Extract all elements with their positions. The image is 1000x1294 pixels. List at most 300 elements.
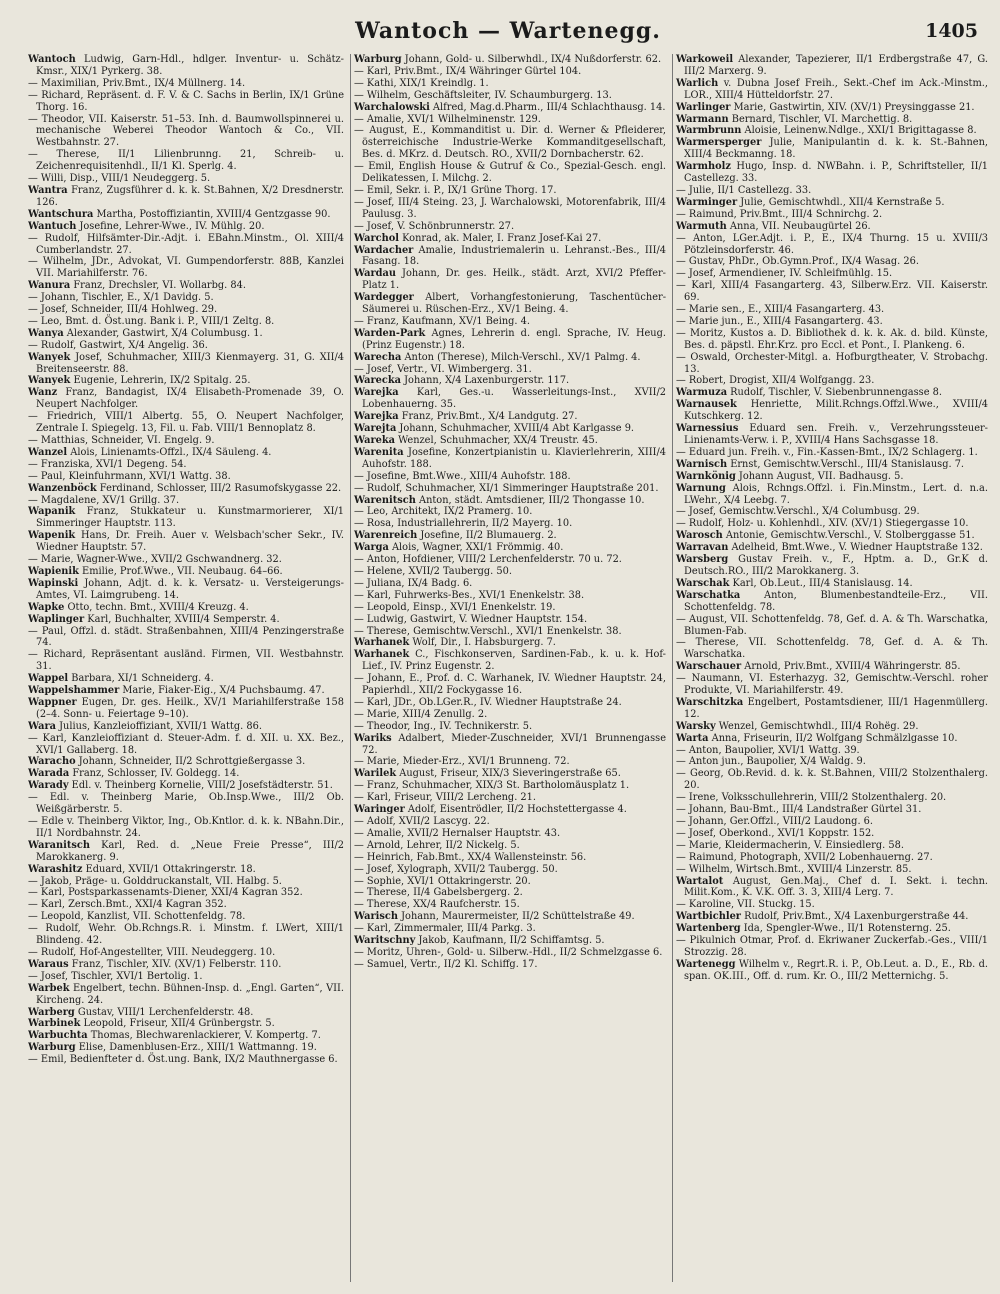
entry-surname: Warnkönig xyxy=(676,470,736,482)
entry-details: Marie, Fiaker-Eig., X/4 Puchsbaumg. 47. xyxy=(119,685,325,697)
entry-details: Anna, VII. Neubaugürtel 26. xyxy=(726,220,871,232)
directory-entry xyxy=(676,161,988,185)
entry-details: Alois, Rchngs.Offzl. i. Fin.Minstm., Lert. d. n.a. LWehr., X/4 Leebg. 7. xyxy=(684,482,988,506)
entry-details: — Edl. v. Theinberg Marie, Ob.Insp.Wwe., III/2 Ob. Weißgärberstr. 5. xyxy=(28,792,344,816)
entry-surname: Wardau xyxy=(354,268,396,280)
directory-entry xyxy=(676,114,988,126)
directory-entry xyxy=(28,316,344,328)
directory-entry xyxy=(676,745,988,757)
entry-details: — Marie, Wagner-Wwe., XVII/2 Gschwandnerg. 32. xyxy=(28,554,282,566)
directory-entry xyxy=(354,102,666,114)
directory-entry xyxy=(676,673,988,697)
entry-details: — Karl, Zersch.Bmt., XXI/4 Kagran 352. xyxy=(28,899,227,911)
directory-entry xyxy=(354,364,666,376)
entry-surname: Wardegger xyxy=(354,292,414,304)
entry-details: Emilie, Prof.Wwe., VII. Neubaug. 64–66. xyxy=(78,565,283,577)
directory-entry xyxy=(676,828,988,840)
directory-entry xyxy=(28,387,344,411)
directory-entry xyxy=(354,447,666,471)
directory-entry xyxy=(354,221,666,233)
entry-details: August, Friseur, XIX/3 Sieveringerstraße 65. xyxy=(396,768,621,780)
entry-details: — Leopold, Einsp., XVI/1 Enenkelstr. 19. xyxy=(354,601,556,613)
directory-entry xyxy=(28,756,344,768)
directory-entry xyxy=(676,840,988,852)
entry-details: — Ludwig, Gastwirt, V. Wiedner Hauptstr. 154. xyxy=(354,613,588,625)
entry-details: Adalbert, Mieder-Zuschneider, XVI/1 Brunnengasse 72. xyxy=(362,732,666,756)
directory-entry xyxy=(676,137,988,161)
entry-surname: Warashitz xyxy=(28,863,83,875)
entry-details: — Karl, Friseur, VIII/2 Lercheng. 21. xyxy=(354,792,537,804)
entry-details: Jakob, Kaufmann, II/2 Schiffamtsg. 5. xyxy=(415,935,605,947)
directory-entry xyxy=(676,530,988,542)
entry-details: Wilhelm v., Regrt.R. i. P., Ob.Leut. a. D., E., Rb. d. span. OK.III., Off. d. rum. Kr. O., III/2 Metternichg. 5. xyxy=(684,958,988,982)
directory-entry xyxy=(676,804,988,816)
directory-entry xyxy=(676,399,988,423)
directory-entry xyxy=(354,233,666,245)
entry-surname: Warecka xyxy=(354,375,401,387)
entry-surname: Warschatka xyxy=(676,589,741,601)
entry-surname: Warmersperger xyxy=(676,137,762,149)
entry-details: Franz, Schlosser, IV. Goldegg. 14. xyxy=(69,768,240,780)
entry-details: Johann, Dr. ges. Heilk., städt. Arzt, XVI/2 Pfeffer-Platz 1. xyxy=(362,268,666,292)
directory-entry xyxy=(676,614,988,638)
directory-entry xyxy=(676,876,988,900)
entry-surname: Waritschny xyxy=(354,935,416,947)
entry-details: Franz, Stukkateur u. Kunstmarmorierer, XI/1 Simmeringer Hauptstr. 113. xyxy=(36,506,344,530)
entry-details: — Anton, Baupolier, XVI/1 Wattg. 39. xyxy=(676,744,860,756)
entry-surname: Waringer xyxy=(354,804,405,816)
entry-details: Antonie, Gemischtw.Verschl., V. Stolberggasse 51. xyxy=(722,530,975,542)
entry-surname: Warmholz xyxy=(676,161,731,173)
directory-entry xyxy=(28,149,344,173)
directory-entry xyxy=(676,852,988,864)
directory-entry xyxy=(354,506,666,518)
directory-entry xyxy=(354,185,666,197)
entry-details: Johann, Adjt. d. k. k. Versatz- u. Versteigerungs-Amtes, VI. Laimgrubeng. 14. xyxy=(36,577,344,601)
directory-entry xyxy=(354,483,666,495)
entry-details: — Leo, Architekt, IX/2 Pramerg. 10. xyxy=(354,506,533,518)
entry-details: — Willi, Disp., VIII/1 Neudeggerg. 5. xyxy=(28,173,211,185)
directory-entry xyxy=(354,756,666,768)
entry-details: — Magdalene, XV/1 Grillg. 37. xyxy=(28,494,180,506)
entry-surname: Wartbichler xyxy=(676,911,741,923)
entry-details: Alois, Linienamts-Offzl., IX/4 Säuleng. 4. xyxy=(67,446,272,458)
directory-entry xyxy=(28,340,344,352)
directory-entry xyxy=(28,114,344,150)
entry-details: — Marie jun., E., XIII/4 Fasangarterg. 43. xyxy=(676,315,883,327)
directory-entry xyxy=(28,375,344,387)
entry-details: — Emil, Sekr. i. P., IX/1 Grüne Thorg. 17. xyxy=(354,184,557,196)
directory-entry xyxy=(354,697,666,709)
entry-details: — Johann, Tischler, E., X/1 Davidg. 5. xyxy=(28,292,214,304)
entry-surname: Warady xyxy=(28,780,69,792)
directory-entry xyxy=(354,792,666,804)
directory-entry xyxy=(354,804,666,816)
entry-details: Agnes, Lehrerin d. engl. Sprache, IV. Heug. (Prinz Eugenstr.) 18. xyxy=(362,327,666,351)
directory-entry xyxy=(28,530,344,554)
directory-entry xyxy=(676,899,988,911)
directory-entry xyxy=(28,792,344,816)
entry-details: Johann, X/4 Laxenburgerstr. 117. xyxy=(401,375,570,387)
directory-entry xyxy=(28,614,344,626)
entry-details: — Samuel, Vertr., II/2 Kl. Schiffg. 17. xyxy=(354,958,538,970)
directory-entry xyxy=(676,911,988,923)
entry-details: Josef, Schuhmacher, XIII/3 Kienmayerg. 31, G. XII/4 Breitenseerstr. 88. xyxy=(36,351,344,375)
directory-entry xyxy=(354,161,666,185)
entry-details: — Josef, Vertr., VI. Wimbergerg. 31. xyxy=(354,363,532,375)
directory-entry xyxy=(354,721,666,733)
directory-entry xyxy=(354,959,666,971)
entry-details: Anna, Friseurin, II/2 Wolfgang Schmälzlgasse 10. xyxy=(708,732,958,744)
directory-entry xyxy=(28,506,344,530)
directory-entry xyxy=(354,626,666,638)
directory-entry xyxy=(676,209,988,221)
directory-entry xyxy=(354,768,666,780)
entry-surname: Wanyek xyxy=(28,375,71,387)
entry-details: Johann, Schneider, II/2 Schrottgießergasse 3. xyxy=(75,756,306,768)
entry-surname: Warejka xyxy=(354,411,399,423)
directory-entry xyxy=(354,375,666,387)
entry-surname: Wanura xyxy=(28,280,71,292)
entry-details: Ida, Spengler-Wwe., II/1 Rotensterng. 25. xyxy=(740,923,951,935)
entry-surname: Warga xyxy=(354,542,389,554)
entry-details: Edl. v. Theinberg Kornelie, VIII/2 Josefstädterstr. 51. xyxy=(68,780,333,792)
entry-details: — Naumann, VI. Esterhazyg. 32, Gemischtw.-Verschl. roher Produkte, VI. Mariahilferstr. 49. xyxy=(676,673,988,697)
entry-details: — Helene, XVII/2 Taubergg. 50. xyxy=(354,565,512,577)
entry-details: Karl, Buchhalter, XVIII/4 Semperstr. 4. xyxy=(84,613,280,625)
entry-details: Ernst, Gemischtw.Verschl., III/4 Stanislausg. 7. xyxy=(727,458,965,470)
directory-entry xyxy=(676,125,988,137)
directory-entry xyxy=(28,221,344,233)
entry-surname: Warenitsch xyxy=(354,494,416,506)
entry-surname: Warschauer xyxy=(676,661,742,673)
directory-entry xyxy=(28,256,344,280)
directory-entry xyxy=(676,447,988,459)
entry-surname: Warhanek xyxy=(354,649,410,661)
directory-entry xyxy=(28,459,344,471)
directory-entry xyxy=(354,530,666,542)
directory-entry xyxy=(28,864,344,876)
entry-details: — Josefine, Bmt.Wwe., XIII/4 Auhofstr. 188. xyxy=(354,470,571,482)
entry-surname: Warnisch xyxy=(676,458,728,470)
entry-details: Ferdinand, Schlosser, III/2 Rasumofskygasse 22. xyxy=(96,482,342,494)
directory-entry xyxy=(354,518,666,530)
directory-entry xyxy=(28,685,344,697)
entry-details: Johann, Schuhmacher, XVIII/4 Abt Karlgasse 9. xyxy=(396,423,635,435)
directory-entry xyxy=(28,1042,344,1054)
entry-details: — Sophie, XVI/1 Ottakringerstr. 20. xyxy=(354,875,531,887)
directory-entry xyxy=(354,590,666,602)
entry-surname: Wanzel xyxy=(28,446,68,458)
directory-entry xyxy=(28,78,344,90)
directory-entry xyxy=(354,935,666,947)
entry-details: — Therese, II/4 Gabelsbergerg. 2. xyxy=(354,887,523,899)
entry-details: — Josef, V. Schönbrunnerstr. 27. xyxy=(354,220,515,232)
entry-details: — Karl, Kanzleioffiziant d. Steuer-Adm. f. d. XII. u. XX. Bez., XVI/1 Gallaberg. 18. xyxy=(28,732,344,756)
directory-entry xyxy=(676,352,988,376)
entry-surname: Warschak xyxy=(676,577,730,589)
entry-details: — Marie, Mieder-Erz., XVI/1 Brunneng. 72. xyxy=(354,756,570,768)
directory-entry xyxy=(676,316,988,328)
entry-details: August, Gen.Maj., Chef d. I. Sekt. i. techn. Milit.Kom., K. V.K. Off. 3. 3, XIII/4 Lerg. 7. xyxy=(684,875,988,899)
entry-details: — Matthias, Schneider, VI. Engelg. 9. xyxy=(28,435,215,446)
entry-details: Marie, Gastwirtin, XIV. (XV/1) Preysinggasse 21. xyxy=(730,101,975,113)
entry-details: Johann, Maurermeister, II/2 Schüttelstraße 49. xyxy=(398,911,635,923)
entry-details: Karl, Red. d. „Neue Freie Presse“, III/2 Marokkanerg. 9. xyxy=(36,839,344,863)
entry-details: Anton, Blumenbestandteile-Erz., VII. Schottenfeldg. 78. xyxy=(684,589,988,613)
directory-entry xyxy=(676,268,988,280)
directory-entry xyxy=(676,78,988,102)
entry-surname: Warchol xyxy=(354,232,400,244)
entry-surname: Warmuth xyxy=(676,220,727,232)
entry-details: Alois, Wagner, XXI/1 Frömmig. 40. xyxy=(388,542,564,554)
entry-details: — Josef, Gemischtw.Verschl., X/4 Columbusg. 29. xyxy=(676,506,920,518)
entry-surname: Wantschura xyxy=(28,208,94,220)
directory-entry xyxy=(676,506,988,518)
entry-details: Henriette, Milit.Rchngs.Offzl.Wwe., XVIII/4 Kutschkerg. 12. xyxy=(684,399,988,423)
entry-details: Rudolf, Priv.Bmt., X/4 Laxenburgerstraße 44. xyxy=(740,911,969,923)
entry-details: Josefine, Lehrer-Wwe., IV. Mühlg. 20. xyxy=(76,220,265,232)
entry-details: Ludwig, Garn-Hdl., hdlger. Inventur- u. Schätz-Kmsr., XIX/1 Pyrkerg. 38. xyxy=(36,54,344,77)
entry-details: — Amalie, XVI/1 Wilhelminenstr. 129. xyxy=(354,113,541,125)
directory-entry xyxy=(354,495,666,507)
entry-details: — Leo, Bmt. d. Öst.ung. Bank i. P., VIII/1 Zeltg. 8. xyxy=(28,315,275,327)
entry-surname: Wareka xyxy=(354,435,396,446)
directory-entry xyxy=(676,923,988,935)
entry-details: Franz, Bandagist, IX/4 Elisabeth-Promenade 39, O. Neupert Nachfolger. xyxy=(36,387,344,411)
directory-entry xyxy=(28,673,344,685)
entry-surname: Warburg xyxy=(28,1042,76,1054)
entry-surname: Warbek xyxy=(28,982,70,994)
entry-surname: Wardacher xyxy=(354,244,414,256)
entry-details: Leopold, Friseur, XII/4 Grünbergstr. 5. xyxy=(80,1018,275,1030)
column-left xyxy=(28,54,344,1282)
entry-details: — Emil, English House & Gutruf & Co., Spezial-Gesch. engl. Delikatessen, I. Milchg. 2. xyxy=(354,161,666,185)
entry-details: Gustav, VIII/1 Lerchenfelderstr. 48. xyxy=(74,1006,254,1018)
directory-entry xyxy=(676,590,988,614)
directory-entry xyxy=(354,780,666,792)
entry-details: — Therese, II/1 Lilienbrunng. 21, Schreib- u. Zeichenrequisitenhdl., II/1 Kl. Sperlg. 4. xyxy=(28,149,344,173)
entry-details: — Marie, Kleidermacherin, V. Einsiedlerg. 58. xyxy=(676,839,904,851)
entry-details: — August, VII. Schottenfeldg. 78, Gef. d. A. & Th. Warschatka, Blumen-Fab. xyxy=(676,613,988,637)
entry-details: Alexander, Gastwirt, X/4 Columbusg. 1. xyxy=(63,327,263,339)
entry-surname: Wantuch xyxy=(28,220,77,232)
directory-entry xyxy=(676,816,988,828)
entry-details: — Josef, Tischler, XVI/1 Bertolig. 1. xyxy=(28,970,203,982)
entry-details: Julie, Manipulantin d. k. k. St.-Bahnen, XIII/4 Beckmanng. 18. xyxy=(684,137,988,161)
directory-entry xyxy=(28,411,344,435)
entry-details: — Eduard jun. Freih. v., Fin.-Kassen-Bmt., IX/2 Schlagerg. 1. xyxy=(676,446,978,458)
directory-entry xyxy=(354,387,666,411)
entry-details: — Leopold, Kanzlist, VII. Schottenfeldg. 78. xyxy=(28,911,246,923)
directory-entry xyxy=(28,983,344,1007)
entry-surname: Warisch xyxy=(354,911,398,923)
directory-entry xyxy=(28,721,344,733)
entry-details: Aloisie, Leinenw.Ndlge., XXI/1 Brigittagasse 8. xyxy=(741,125,977,137)
entry-details: Otto, techn. Bmt., XVIII/4 Kreuzg. 4. xyxy=(64,601,249,613)
directory-entry xyxy=(676,233,988,257)
directory-entry xyxy=(676,459,988,471)
entry-details: — Josef, Oberkond., XVI/1 Koppstr. 152. xyxy=(676,827,875,839)
entry-details: — Kathi, XIX/1 Kreindlg. 1. xyxy=(354,77,489,89)
entry-details: — Theodor, Ing., IV. Technikerstr. 5. xyxy=(354,720,533,732)
directory-entry xyxy=(676,197,988,209)
entry-surname: Warnung xyxy=(676,482,726,494)
entry-surname: Wapienik xyxy=(28,565,79,577)
directory-entry xyxy=(354,411,666,423)
entry-details: Franz, Tischler, XIV. (XV/1) Felberstr. 110. xyxy=(68,958,282,970)
entry-details: Alfred, Mag.d.Pharm., III/4 Schlachthausg. 14. xyxy=(429,101,666,113)
entry-details: — Josef, Schneider, III/4 Hohlweg. 29. xyxy=(28,304,218,316)
directory-entry xyxy=(676,792,988,804)
entry-surname: Wanzenböck xyxy=(28,482,97,494)
directory-entry xyxy=(354,114,666,126)
directory-entry xyxy=(354,923,666,935)
entry-surname: Wapinski xyxy=(28,577,79,589)
directory-entry xyxy=(28,566,344,578)
entry-surname: Warkoweil xyxy=(676,54,734,65)
entry-details: — Raimund, Priv.Bmt., III/4 Schnirchg. 2. xyxy=(676,208,883,220)
directory-entry xyxy=(676,221,988,233)
entry-details: Johann August, VII. Badhausg. 5. xyxy=(735,470,904,482)
directory-entry xyxy=(676,483,988,507)
directory-entry xyxy=(28,280,344,292)
entry-details: — Juliana, IX/4 Badg. 6. xyxy=(354,577,473,589)
entry-surname: Warchalowski xyxy=(354,101,430,113)
entry-details: — Pikulnich Otmar, Prof. d. Ekriwaner Zuckerfab.-Ges., VIII/1 Strozzig. 28. xyxy=(676,935,988,958)
directory-entry xyxy=(354,602,666,614)
entry-surname: Wartenegg xyxy=(676,958,736,970)
directory-entry xyxy=(28,495,344,507)
entry-details: — Paul, Kleinfuhrmann, XVI/1 Wattg. 38. xyxy=(28,470,231,482)
entry-details: — Marie, XIII/4 Zenullg. 2. xyxy=(354,708,488,720)
entry-details: — Karl, Fuhrwerks-Bes., XVI/1 Enenkelstr. 38. xyxy=(354,589,585,601)
entry-details: — Rudolf, Schuhmacher, XI/1 Simmeringer Hauptstraße 201. xyxy=(354,482,659,494)
directory-entry xyxy=(354,78,666,90)
directory-entry xyxy=(676,935,988,959)
directory-entry xyxy=(354,352,666,364)
directory-entry xyxy=(28,697,344,721)
entry-surname: Warburg xyxy=(354,54,402,65)
entry-surname: Warenita xyxy=(354,446,404,458)
entry-details: C., Fischkonserven, Sardinen-Fab., k. u. k. Hof-Lief., IV. Prinz Eugenstr. 2. xyxy=(362,649,666,673)
entry-details: Franz, Drechsler, VI. Wollarbg. 84. xyxy=(70,280,246,292)
directory-entry xyxy=(28,816,344,840)
entry-surname: Wapenik xyxy=(28,530,76,542)
entry-details: — Karoline, VII. Stuckg. 15. xyxy=(676,899,815,911)
directory-entry xyxy=(676,578,988,590)
directory-entry xyxy=(676,375,988,387)
page-number: 1405 xyxy=(925,20,978,42)
entry-surname: Wapanik xyxy=(28,506,76,518)
directory-entry xyxy=(676,328,988,352)
entry-details: — Josef, Armendiener, IV. Schleifmühlg. 15. xyxy=(676,268,893,280)
entry-details: — Wilhelm, Wirtsch.Bmt., XVIII/4 Linzerstr. 85. xyxy=(676,863,912,875)
directory-entry xyxy=(354,578,666,590)
entry-details: Gustav Freih. v., F., Hptm. a. D., Gr.K d. Deutsch.RO., III/2 Marokkanerg. 3. xyxy=(684,554,988,577)
entry-details: Martha, Postoffiziantin, XVIII/4 Gentzgasse 90. xyxy=(93,208,331,220)
entry-surname: Warnessius xyxy=(676,423,739,435)
entry-surname: Warsberg xyxy=(676,554,729,566)
entry-details: — Rosa, Industriallehrerin, II/2 Mayerg. 10. xyxy=(354,518,573,530)
directory-entry xyxy=(28,435,344,447)
entry-surname: Warlinger xyxy=(676,101,731,113)
directory-entry xyxy=(354,614,666,626)
entry-details: Hugo, Insp. d. NWBahn. i. P., Schriftsteller, II/1 Castellezg. 33. xyxy=(684,161,988,185)
entry-details: — Anton, Hofdiener, VIII/2 Lerchenfelderstr. 70 u. 72. xyxy=(354,554,622,566)
directory-entry xyxy=(28,233,344,257)
entry-details: Eugenie, Lehrerin, IX/2 Spitalg. 25. xyxy=(70,375,251,387)
directory-entry xyxy=(354,816,666,828)
directory-entry xyxy=(28,554,344,566)
entry-details: — Rudolf, Hof-Angestellter, VIII. Neudeggerg. 10. xyxy=(28,946,276,958)
entry-details: Julius, Kanzleioffiziant, XVII/1 Wattg. 86. xyxy=(56,720,262,732)
entry-details: Engelbert, techn. Bühnen-Insp. d. „Engl. Garten“, VII. Kircheng. 24. xyxy=(36,982,344,1006)
entry-details: Albert, Vorhangfestonierung, Taschentücher-Säumerei u. Rüschen-Erz., XV/1 Being. 4. xyxy=(362,292,666,316)
entry-details: Eduard, XVII/1 Ottakringerstr. 18. xyxy=(82,863,256,875)
directory-entry xyxy=(676,661,988,673)
directory-entry xyxy=(676,637,988,661)
entry-details: Julie, Gemischtwhdl., XII/4 Kernstraße 5. xyxy=(737,196,945,208)
entry-surname: Warada xyxy=(28,768,70,780)
directory-entry xyxy=(354,542,666,554)
entry-details: — Karl, JDr., Ob.LGer.R., IV. Wiedner Hauptstraße 24. xyxy=(354,696,622,708)
directory-entry xyxy=(354,197,666,221)
directory-entry xyxy=(28,626,344,650)
entry-details: Franz, Zugsführer d. k. k. St.Bahnen, X/2 Dresdnerstr. 126. xyxy=(36,184,344,208)
entry-surname: Warenreich xyxy=(354,530,418,542)
directory-entry xyxy=(28,447,344,459)
entry-details: — Paul, Offzl. d. städt. Straßenbahnen, XIII/4 Penzingerstraße 74. xyxy=(28,625,344,649)
directory-entry xyxy=(28,876,344,888)
entry-details: — Karl, Postsparkassenamts-Diener, XXI/4 Kagran 352. xyxy=(28,887,303,899)
entry-details: — Wilhelm, JDr., Advokat, VI. Gumpendorferstr. 88B, Kanzlei VII. Mariahilferstr. 76. xyxy=(28,256,344,280)
directory-entry xyxy=(28,649,344,673)
directory-entry xyxy=(28,768,344,780)
directory-entry xyxy=(676,387,988,399)
entry-details: — Raimund, Photograph, XVII/2 Lobenhauerng. 27. xyxy=(676,851,933,863)
entry-details: — Johann, Bau-Bmt., III/4 Landstraßer Gürtel 31. xyxy=(676,804,922,816)
directory-entry xyxy=(28,1018,344,1030)
directory-entry xyxy=(28,471,344,483)
directory-entry xyxy=(354,435,666,447)
entry-surname: Wantoch xyxy=(28,54,76,65)
directory-entry xyxy=(354,947,666,959)
entry-surname: Wappelshammer xyxy=(28,685,120,697)
entry-surname: Warejta xyxy=(354,423,397,435)
directory-entry xyxy=(28,304,344,316)
entry-details: Franz, Priv.Bmt., X/4 Landgutg. 27. xyxy=(398,411,578,423)
entry-details: — Anton, LGer.Adjt. i. P., E., IX/4 Thurng. 15 u. XVIII/3 Pötzleinsdorferstr. 46. xyxy=(676,232,988,256)
entry-surname: Waranitsch xyxy=(28,839,90,851)
entry-surname: Warbinek xyxy=(28,1018,81,1030)
entry-surname: Warilek xyxy=(354,768,397,780)
directory-entry xyxy=(28,209,344,221)
directory-entry xyxy=(28,1054,344,1066)
directory-entry xyxy=(28,1007,344,1019)
entry-surname: Wantra xyxy=(28,184,68,196)
entry-surname: Warberg xyxy=(28,1006,75,1018)
entry-surname: Waracho xyxy=(28,756,76,768)
entry-surname: Warmbrunn xyxy=(676,125,742,137)
directory-entry xyxy=(676,697,988,721)
directory-entry xyxy=(354,864,666,876)
entry-surname: Warmuza xyxy=(676,387,728,399)
entry-details: Adelheid, Bmt.Wwe., V. Wiedner Hauptstraße 132. xyxy=(728,542,983,554)
directory-entry xyxy=(676,756,988,768)
directory-entry xyxy=(354,887,666,899)
entry-details: Konrad, ak. Maler, I. Franz Josef-Kai 27. xyxy=(399,232,602,244)
